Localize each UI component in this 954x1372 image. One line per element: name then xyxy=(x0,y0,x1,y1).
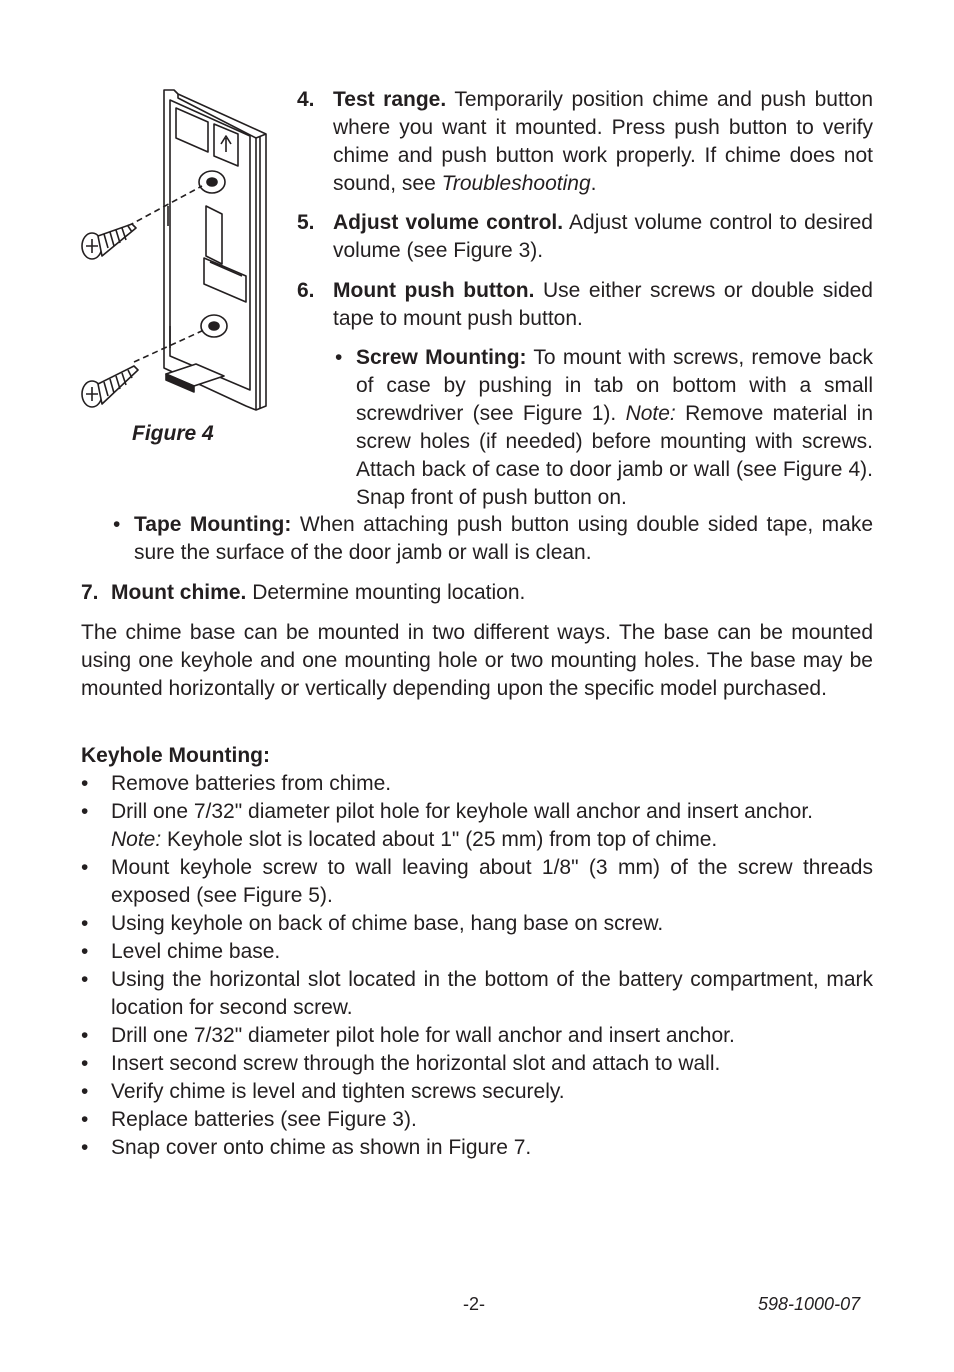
list-item xyxy=(81,1078,873,1106)
bullet: • xyxy=(81,772,89,795)
step-5-heading: Adjust volume control. xyxy=(333,211,564,234)
step-4-number: 4. xyxy=(297,88,315,111)
chime-base-paragraph: The chime base can be mounted in two different ways. The base can be mounted using one keyhole and one mounting hole or two mounting holes. The base may be mounted horizontally or vertically depending upon the specific model purchased. xyxy=(81,621,873,700)
list-item-text: Snap cover onto chime as shown in Figure 7. xyxy=(111,1136,532,1159)
bullet: • xyxy=(81,1108,89,1131)
bullet: • xyxy=(81,856,89,879)
screw-mounting-bullet: • xyxy=(335,346,343,369)
bullet: • xyxy=(81,1052,89,1075)
step-4-heading: Test range. xyxy=(333,88,447,111)
bullet: • xyxy=(81,912,89,935)
step-6 xyxy=(333,277,873,333)
screw-mounting-text-b: Remove material in screw holes (if needed) before mounting with screws. Attach back of case to door jamb or wall (see Figure 4). Snap front of push button on. xyxy=(356,402,874,509)
list-item-text: Verify chime is level and tighten screws securely. xyxy=(111,1080,565,1103)
figure-4 xyxy=(78,86,278,416)
bullet: • xyxy=(81,968,89,991)
step-7-number: 7. xyxy=(81,581,99,604)
list-item-text: Remove batteries from chime. xyxy=(111,772,392,795)
bullet: • xyxy=(81,800,89,823)
list-item xyxy=(81,1134,873,1162)
screw-mounting-text-a: To mount with screws, remove back of case by pushing in tab on bottom with a small screwdriver (see Figure 1). xyxy=(356,346,873,425)
list-item xyxy=(81,1106,873,1134)
list-item xyxy=(81,910,873,938)
list-item xyxy=(81,798,873,854)
step-6-number: 6. xyxy=(297,279,315,302)
list-item xyxy=(81,938,873,966)
list-item-text: Mount keyhole screw to wall leaving about 1/8" (3 mm) of the screw threads exposed (see Figure 5). xyxy=(111,856,873,907)
step-4 xyxy=(333,86,873,198)
list-item-text: Using the horizontal slot located in the bottom of the battery compartment, mark location for second screw. xyxy=(111,968,873,1019)
screw-mounting-heading: Screw Mounting: xyxy=(356,346,527,369)
push-button-back-case-illustration xyxy=(78,86,278,416)
step-7 xyxy=(111,579,873,607)
document-number: 598-1000-07 xyxy=(758,1294,861,1314)
step-5-text: Adjust volume control to desired volume (see Figure 3). xyxy=(333,211,873,262)
list-item xyxy=(81,1022,873,1050)
bullet: • xyxy=(81,1024,89,1047)
step-4-text: Temporarily position chime and push button where you want it mounted. Press push button to verify chime and push button work properly. If chime does not sound, see xyxy=(333,88,873,195)
list-item xyxy=(81,1050,873,1078)
step-5 xyxy=(333,209,873,265)
tape-mounting-heading: Tape Mounting: xyxy=(134,513,292,536)
list-item xyxy=(81,966,873,1022)
list-item-text: Level chime base. xyxy=(111,940,281,963)
tape-mounting xyxy=(134,511,873,567)
note-label: Note: xyxy=(111,828,162,851)
keyhole-steps-list xyxy=(81,770,873,1162)
list-item xyxy=(81,770,873,798)
list-item xyxy=(81,854,873,910)
list-item-text: Insert second screw through the horizontal slot and attach to wall. xyxy=(111,1052,721,1075)
page-number: -2- xyxy=(463,1294,485,1314)
screw-mounting xyxy=(356,344,873,512)
troubleshooting-reference: Troubleshooting xyxy=(441,172,591,195)
list-item-main-text: Drill one 7/32" diameter pilot hole for keyhole wall anchor and insert anchor. xyxy=(111,800,814,823)
screw-mounting-note-label: Note: xyxy=(625,402,676,425)
step-4-period: . xyxy=(590,172,597,195)
step-7-text: Determine mounting location. xyxy=(252,581,526,604)
step-5-number: 5. xyxy=(297,211,315,234)
bullet: • xyxy=(81,1080,89,1103)
figure-4-caption: Figure 4 xyxy=(132,422,214,445)
step-6-text: Use either screws or double sided tape to mount push button. xyxy=(333,279,873,330)
list-item-text: Replace batteries (see Figure 3). xyxy=(111,1108,417,1131)
tape-mounting-bullet: • xyxy=(113,513,121,536)
bullet: • xyxy=(81,1136,89,1159)
list-item-text: Using keyhole on back of chime base, hang base on screw. xyxy=(111,912,664,935)
list-item-text: Drill one 7/32" diameter pilot hole for wall anchor and insert anchor. xyxy=(111,1024,735,1047)
step-7-heading: Mount chime. xyxy=(111,581,247,604)
list-item-text xyxy=(111,798,873,854)
step-6-heading: Mount push button. xyxy=(333,279,535,302)
bullet: • xyxy=(81,940,89,963)
tape-mounting-text: When attaching push button using double sided tape, make sure the surface of the door jamb or wall is clean. xyxy=(134,513,874,564)
note-text: Keyhole slot is located about 1" (25 mm) from top of chime. xyxy=(167,828,718,851)
keyhole-mounting-heading: Keyhole Mounting: xyxy=(81,744,270,767)
